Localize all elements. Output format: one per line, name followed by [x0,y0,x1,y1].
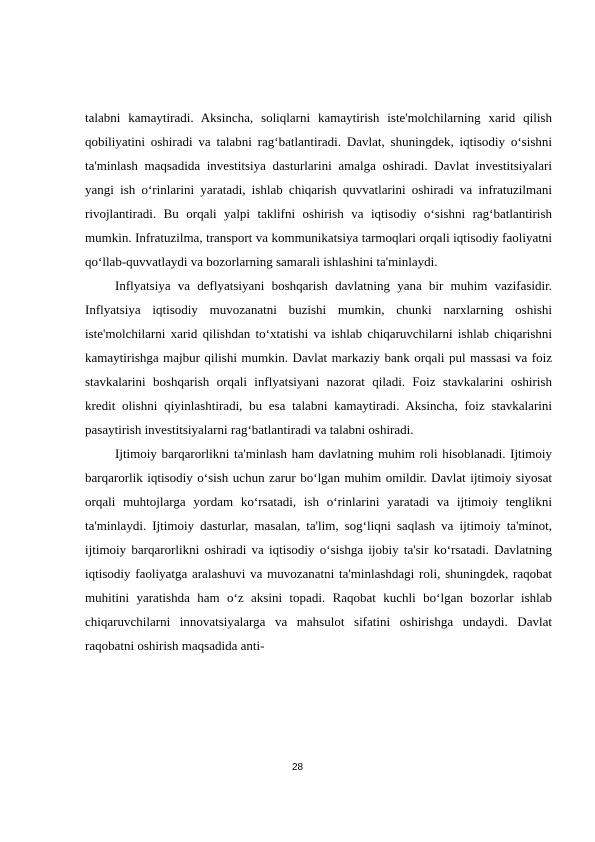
document-page [85,106,552,658]
paragraph-social-stability: Ijtimoiy barqarorlikni ta'minlash ham davlatning muhim roli hisoblanadi. Ijtimoiy barqarorlik iqtisodiy o‘sish uchun zarur bo‘lgan muhim omildir. Davlat ijtimoiy siyosat orqali muhtojlarga yordam ko‘rsatadi, ish o‘rinlarini yaratadi va ijtimoiy tenglikni ta'minlaydi. Ijtimoiy dasturlar, masalan, ta'lim, sog‘liqni saqlash va ijtimoiy ta'minot, ijtimoiy barqarorlikni oshiradi va iqtisodiy o‘sishga ijobiy ta'sir ko‘rsatadi. Davlatning iqtisodiy faoliyatga aralashuvi va muvozanatni ta'minlashdagi roli, shuningdek, raqobat muhitini yaratishda ham o‘z aksini topadi. Raqobat kuchli bo‘lgan bozorlar ishlab chiqaruvchilarni innovatsiyalarga va mahsulot sifatini oshirishga undaydi. Davlat raqobatni oshirish maqsadida anti- [85,446,552,653]
page-number: 28 [291,762,304,773]
paragraph-continuation: talabni kamaytiradi. Aksincha, soliqlarni kamaytirish iste'molchilarning xarid qilish qobiliyatini oshiradi va talabni rag‘batlantiradi. Davlat, shuningdek, iqtisodiy o‘sishni ta'minlash maqsadida investitsiya dasturlarini amalga oshiradi. Davlat investitsiyalari yangi ish o‘rinlarini yaratadi, ishlab chiqarish quvvatlarini oshiradi va infratuzilmani rivojlantiradi. Bu orqali yalpi taklifni oshirish va iqtisodiy o‘sishni rag‘batlantirish mumkin. Infratuzilma, transport va kommunikatsiya tarmoqlari orqali iqtisodiy faoliyatni qo‘llab-quvvatlaydi va bozorlarning samarali ishlashini ta'minlaydi. [85,110,552,269]
paragraph-inflation: Inflyatsiya va deflyatsiyani boshqarish davlatning yana bir muhim vazifasidir. Inflyatsiya iqtisodiy muvozanatni buzishi mumkin, chunki narxlarning oshishi iste'molchilarni xarid qilishdan to‘xtatishi va ishlab chiqaruvchilarni ishlab chiqarishni kamaytirishga majbur qilishi mumkin. Davlat markaziy bank orqali pul massasi va foiz stavkalarini boshqarish orqali inflyatsiyani nazorat qiladi. Foiz stavkalarini oshirish kredit olishni qiyinlashtiradi, bu esa talabni kamaytiradi. Aksincha, foiz stavkalarini pasaytirish investitsiyalarni rag‘batlantiradi va talabni oshiradi. [85,278,552,437]
